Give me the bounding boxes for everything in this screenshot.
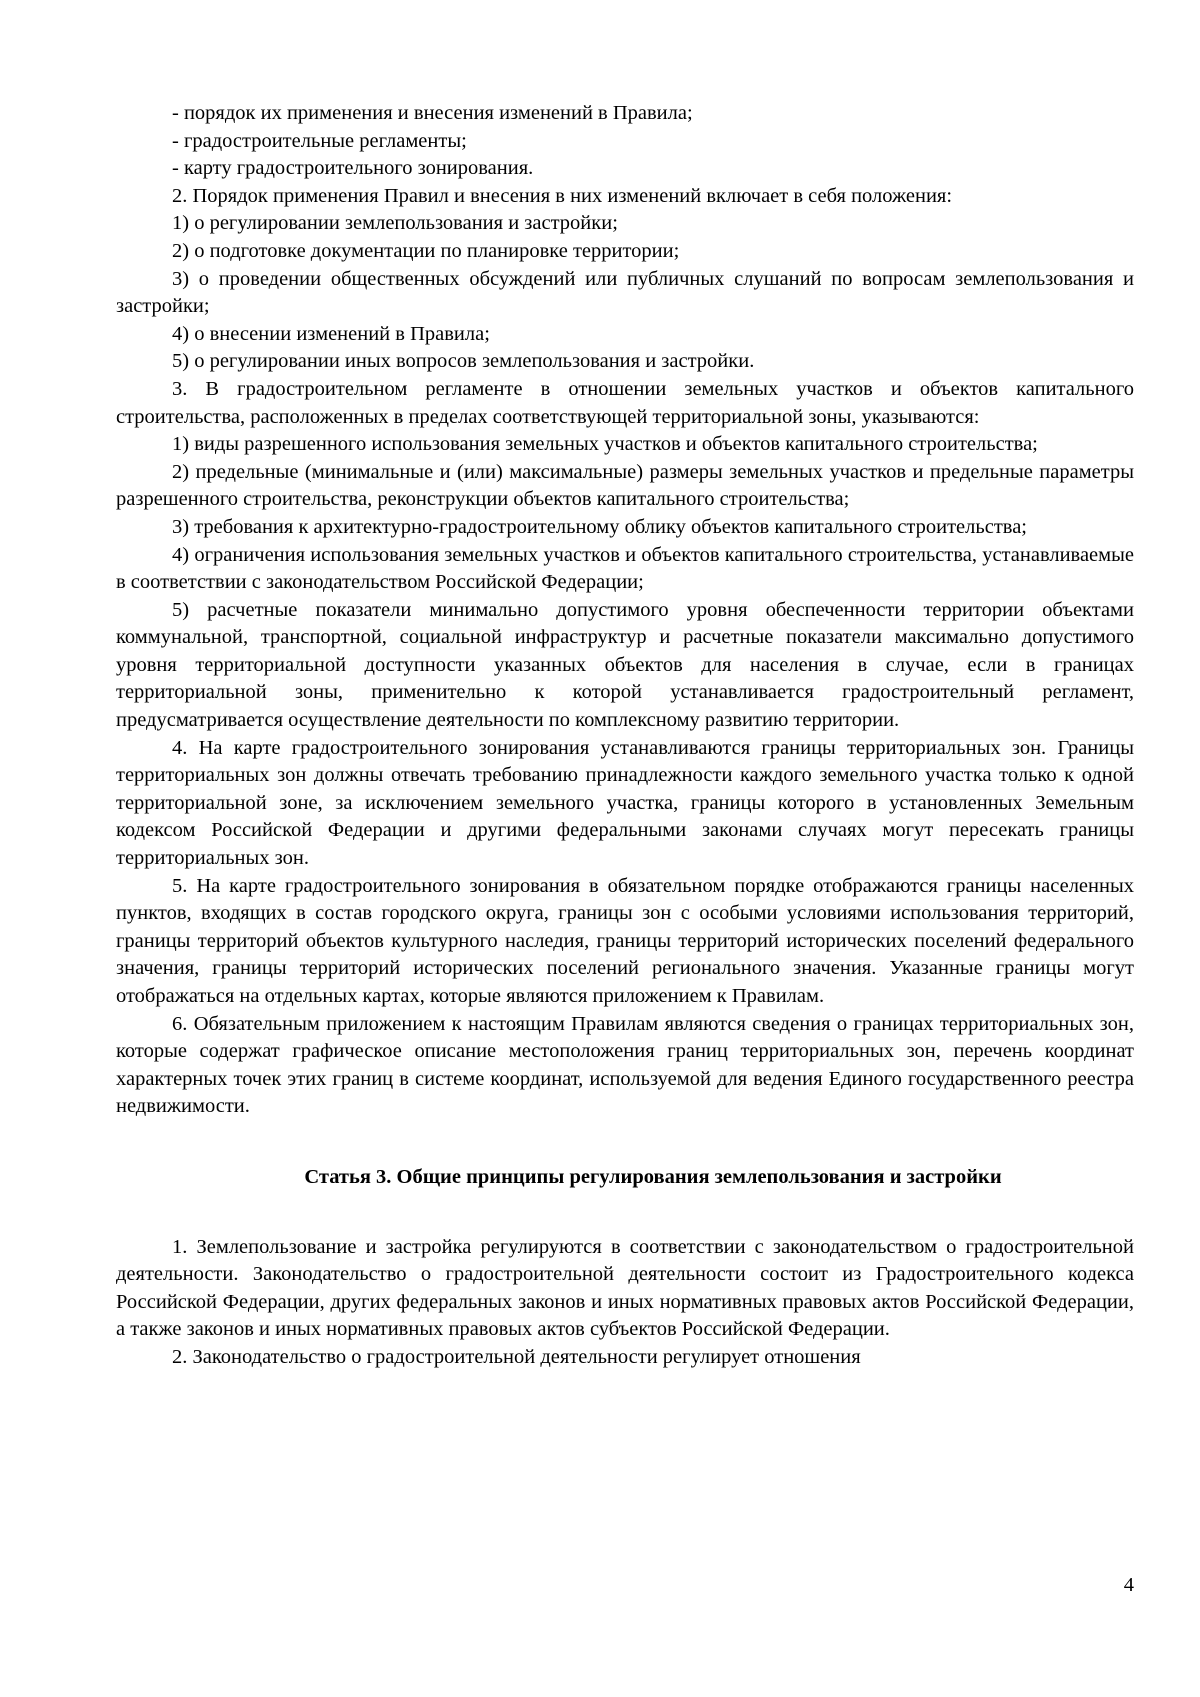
list-item: 3) требования к архитектурно-градостроительному облику объектов капитального строительства; <box>172 515 1027 538</box>
list-item: 1) о регулировании землепользования и застройки; <box>172 212 618 235</box>
section-heading: Статья 3. Общие принципы регулирования землепользования и застройки <box>304 1165 1002 1188</box>
list-item: - градостроительные регламенты; <box>172 129 467 152</box>
list-item: 2) предельные (минимальные и (или) максимальные) размеры земельных участков и предельные параметры разрешенного строительства, реконструкции объектов капитального строительства; <box>116 460 1134 511</box>
list-item: 4) о внесении изменений в Правила; <box>172 322 490 345</box>
paragraph: 3. В градостроительном регламенте в отношении земельных участков и объектов капитального строительства, расположенных в пределах соответствующей территориальной зоны, указываются: <box>116 377 1134 428</box>
document-body <box>116 100 1134 1372</box>
list-item: - порядок их применения и внесения изменений в Правила; <box>172 102 693 124</box>
list-item: - карту градостроительного зонирования. <box>172 157 534 180</box>
paragraph: 6. Обязательным приложением к настоящим Правилам являются сведения о границах территориальных зон, которые содержат графическое описание местоположения границ территориальных зон, перечень координат характерных точек этих границ в системе координат, используемой для ведения Единого государственного реестра недвижимости. <box>116 1012 1134 1118</box>
paragraph: 1. Землепользование и застройка регулируются в соответствии с законодательством о градостроительной деятельности. Законодательство о градостроительной деятельности состоит из Градостроительного кодекса Российской Федерации, других федеральных законов и иных нормативных правовых актов Российской Федерации, а также законов и иных нормативных правовых актов субъектов Российской Федерации. <box>116 1235 1134 1341</box>
page-number: 4 <box>1123 1574 1134 1596</box>
paragraph: 2. Порядок применения Правил и внесения в них изменений включает в себя положения: <box>172 184 953 207</box>
list-item: 5) расчетные показатели минимально допустимого уровня обеспеченности территории объектами коммунальной, транспортной, социальной инфраструктур и расчетные показатели максимально допустимого уровня территориальной доступности указанных объектов для населения в случае, если в границах территориальной зоны, применительно к которой устанавливается градостроительный регламент, предусматривается осуществление деятельности по комплексному развитию территории. <box>116 598 1134 732</box>
paragraph: 4. На карте градостроительного зонирования устанавливаются границы территориальных зон. Границы территориальных зон должны отвечать требованию принадлежности каждого земельного участка только к одной территориальной зоне, за исключением земельного участка, границы которого в установленных Земельным кодексом Российской Федерации и другими федеральными законами случаях могут пересекать границы территориальных зон. <box>116 736 1134 870</box>
list-item: 4) ограничения использования земельных участков и объектов капитального строительства, устанавливаемые в соответствии с законодательством Российской Федерации; <box>116 543 1134 594</box>
list-item: 5) о регулировании иных вопросов землепользования и застройки. <box>172 350 755 373</box>
paragraph: 2. Законодательство о градостроительной деятельности регулирует отношения <box>172 1345 861 1368</box>
list-item: 2) о подготовке документации по планировке территории; <box>172 239 680 262</box>
list-item: 1) виды разрешенного использования земельных участков и объектов капитального строительства; <box>172 433 1038 456</box>
paragraph: 5. На карте градостроительного зонирования в обязательном порядке отображаются границы населенных пунктов, входящих в состав городского округа, границы зон с особыми условиями использования территорий, границы территорий объектов культурного наследия, границы территорий исторических поселений федерального значения, границы территорий исторических поселений регионального значения. Указанные границы могут отображаться на отдельных картах, которые являются приложением к Правилам. <box>116 874 1134 1007</box>
list-item: 3) о проведении общественных обсуждений или публичных слушаний по вопросам землепользования и застройки; <box>116 267 1134 318</box>
